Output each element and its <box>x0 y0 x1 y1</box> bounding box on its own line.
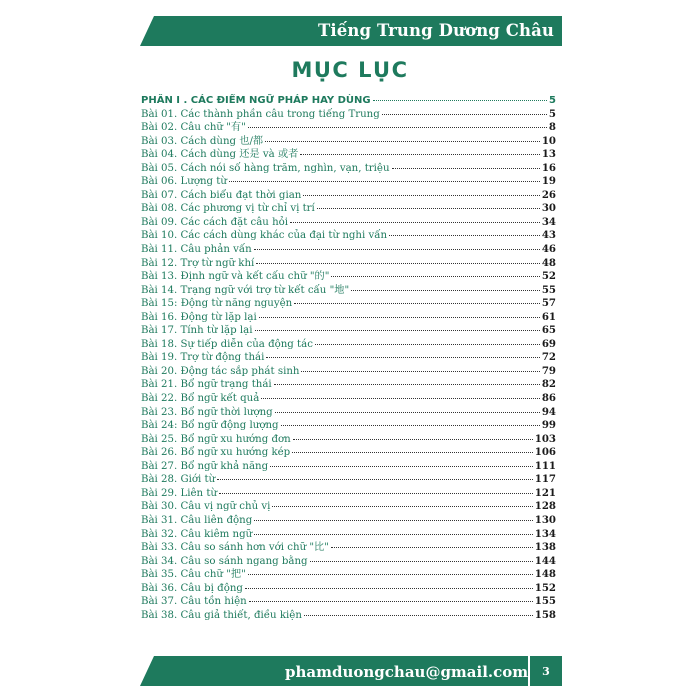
lesson-page-number: 130 <box>534 513 556 526</box>
lesson-page-number: 138 <box>534 541 556 554</box>
lesson-page-number: 148 <box>534 568 556 581</box>
dot-leader <box>217 479 533 480</box>
lesson-page-number: 103 <box>534 432 556 445</box>
lesson-title: Bài 08. Các phương vị từ chỉ vị trí <box>141 203 315 215</box>
lesson-page-number: 55 <box>541 283 556 296</box>
lesson-title: Bài 11. Câu phản vấn <box>141 244 252 256</box>
lesson-page-number: 8 <box>548 121 556 134</box>
toc-entry[interactable] <box>141 419 556 433</box>
toc-entry[interactable] <box>141 406 556 420</box>
lesson-page-number: 52 <box>541 270 556 283</box>
lesson-page-number: 121 <box>534 486 556 499</box>
toc-lesson-list <box>141 108 556 623</box>
dot-leader <box>300 154 539 155</box>
lesson-page-number: 155 <box>534 595 556 608</box>
lesson-title: Bài 12. Trợ từ ngữ khí <box>141 257 255 269</box>
dot-leader <box>290 222 540 223</box>
toc-entry[interactable] <box>141 324 556 338</box>
lesson-title: Bài 06. Lượng từ <box>141 176 227 188</box>
toc-entry[interactable] <box>141 284 556 298</box>
lesson-page-number: 79 <box>541 364 556 377</box>
lesson-page-number: 19 <box>541 175 556 188</box>
lesson-page-number: 43 <box>541 229 556 242</box>
dot-leader <box>281 425 540 426</box>
toc-entry[interactable] <box>141 528 556 542</box>
dot-leader <box>248 574 533 575</box>
toc-entry[interactable] <box>141 582 556 596</box>
lesson-title: Bài 23. Bổ ngữ thời lượng <box>141 406 273 418</box>
lesson-title: Bài 32. Câu kiêm ngữ <box>141 528 253 540</box>
toc-entry[interactable] <box>141 541 556 555</box>
lesson-page-number: 82 <box>541 378 556 391</box>
lesson-title: Bài 15: Động từ năng nguyện <box>141 298 293 310</box>
lesson-page-number: 65 <box>541 324 556 337</box>
lesson-page-number: 57 <box>541 297 556 310</box>
dot-leader <box>254 249 540 250</box>
lesson-title: Bài 37. Câu tồn hiện <box>141 596 247 608</box>
toc-entry[interactable] <box>141 148 556 162</box>
toc-entry[interactable] <box>141 351 556 365</box>
lesson-page-number: 158 <box>534 608 556 621</box>
dot-leader <box>331 276 539 277</box>
lesson-page-number: 117 <box>534 473 556 486</box>
lesson-page-number: 10 <box>541 134 556 147</box>
lesson-page-number: 61 <box>541 310 556 323</box>
dot-leader <box>301 371 539 372</box>
toc-entry[interactable] <box>141 202 556 216</box>
lesson-page-number: 152 <box>534 581 556 594</box>
toc-entry[interactable] <box>141 297 556 311</box>
dot-leader <box>331 547 533 548</box>
toc-entry[interactable] <box>141 568 556 582</box>
toc-entry[interactable] <box>141 473 556 487</box>
lesson-page-number: 99 <box>541 419 556 432</box>
dot-leader <box>254 534 533 535</box>
toc-entry[interactable] <box>141 446 556 460</box>
table-of-contents <box>141 94 556 622</box>
toc-entry[interactable] <box>141 175 556 189</box>
lesson-title: Bài 27. Bổ ngữ khả năng <box>141 460 269 472</box>
lesson-title: Bài 04. Cách dùng 还是 và 或者 <box>141 149 299 161</box>
lesson-page-number: 128 <box>534 500 556 513</box>
lesson-title: Bài 24: Bổ ngữ động lượng <box>141 420 279 432</box>
lesson-page-number: 46 <box>541 243 556 256</box>
lesson-title: Bài 26. Bổ ngữ xu hướng kép <box>141 447 291 459</box>
lesson-title: Bài 31. Câu liên động <box>141 514 253 526</box>
dot-leader <box>275 412 540 413</box>
dot-leader <box>304 615 533 616</box>
dot-leader <box>317 208 540 209</box>
lesson-title: Bài 36. Câu bị động <box>141 582 243 594</box>
part-page-number: 5 <box>549 95 556 106</box>
toc-entry[interactable] <box>141 162 556 176</box>
lesson-title: Bài 13. Định ngữ và kết cấu chữ "的" <box>141 271 330 283</box>
dot-leader <box>392 168 540 169</box>
toc-entry[interactable] <box>141 311 556 325</box>
toc-entry[interactable] <box>141 392 556 406</box>
dot-leader <box>249 601 533 602</box>
lesson-title: Bài 09. Các cách đặt câu hỏi <box>141 216 289 228</box>
toc-entry[interactable] <box>141 487 556 501</box>
dot-leader <box>274 384 540 385</box>
lesson-page-number: 86 <box>541 392 556 405</box>
toc-entry[interactable] <box>141 108 556 122</box>
lesson-title: Bài 19. Trợ từ động thái <box>141 352 265 364</box>
toc-title: MỤC LỤC <box>291 58 409 82</box>
lesson-title: Bài 29. Liên từ <box>141 487 218 499</box>
lesson-title: Bài 07. Cách biểu đạt thời gian <box>141 189 302 201</box>
toc-entry[interactable] <box>141 243 556 257</box>
dot-leader <box>265 141 540 142</box>
footer-email: phamduongchau@gmail.com <box>285 663 529 681</box>
toc-part-heading[interactable] <box>141 94 556 108</box>
dot-leader <box>294 303 540 304</box>
dot-leader <box>254 520 532 521</box>
dot-leader <box>272 506 532 507</box>
lesson-page-number: 34 <box>541 215 556 228</box>
lesson-page-number: 94 <box>541 405 556 418</box>
toc-entry[interactable] <box>141 433 556 447</box>
dot-leader <box>303 195 539 196</box>
lesson-title: Bài 28. Giới từ <box>141 474 216 486</box>
lesson-title: Bài 10. Các cách dùng khác của đại từ nghi vấn <box>141 230 388 242</box>
toc-entry[interactable] <box>141 257 556 271</box>
toc-entry[interactable] <box>141 514 556 528</box>
lesson-page-number: 48 <box>541 256 556 269</box>
header-title: Tiếng Trung Dương Châu <box>318 21 554 40</box>
lesson-page-number: 5 <box>548 107 556 120</box>
lesson-title: Bài 05. Cách nói số hàng trăm, nghìn, vạn, triệu <box>141 162 390 174</box>
lesson-title: Bài 33. Câu so sánh hơn với chữ "比" <box>141 542 329 554</box>
lesson-title: Bài 21. Bổ ngữ trạng thái <box>141 379 272 391</box>
lesson-title: Bài 30. Câu vị ngữ chủ vị <box>141 501 271 513</box>
toc-entry[interactable] <box>141 135 556 149</box>
dot-leader <box>256 263 540 264</box>
lesson-title: Bài 22. Bổ ngữ kết quả <box>141 393 260 405</box>
lesson-page-number: 16 <box>541 161 556 174</box>
lesson-title: Bài 38. Câu giả thiết, điều kiện <box>141 609 302 621</box>
dot-leader <box>245 588 533 589</box>
toc-entry[interactable] <box>141 216 556 230</box>
dot-leader <box>310 561 533 562</box>
toc-entry[interactable] <box>141 229 556 243</box>
dot-leader <box>293 439 533 440</box>
lesson-title: Bài 01. Các thành phần câu trong tiếng Trung <box>141 108 380 120</box>
lesson-title: Bài 16. Động từ lặp lại <box>141 311 257 323</box>
lesson-page-number: 111 <box>534 459 556 472</box>
dot-leader <box>382 114 547 115</box>
lesson-title: Bài 14. Trạng ngữ với trợ từ kết cấu "地" <box>141 284 350 296</box>
toc-entry[interactable] <box>141 555 556 569</box>
toc-entry[interactable] <box>141 270 556 284</box>
lesson-title: Bài 34. Câu so sánh ngang bằng <box>141 555 308 567</box>
dot-leader <box>219 493 533 494</box>
lesson-page-number: 134 <box>534 527 556 540</box>
dot-leader <box>261 398 540 399</box>
lesson-title: Bài 18. Sự tiếp diễn của động tác <box>141 338 313 350</box>
dot-leader <box>259 317 540 318</box>
lesson-page-number: 144 <box>534 554 556 567</box>
toc-entry[interactable] <box>141 378 556 392</box>
toc-entry[interactable] <box>141 460 556 474</box>
lesson-title: Bài 35. Câu chữ "把" <box>141 569 246 581</box>
dot-leader <box>248 127 547 128</box>
part-label: PHẦN I . CÁC ĐIỂM NGỮ PHÁP HAY DÙNG <box>141 95 371 106</box>
dot-leader <box>266 357 539 358</box>
lesson-page-number: 72 <box>541 351 556 364</box>
lesson-title: Bài 20. Động tác sắp phát sinh <box>141 365 300 377</box>
lesson-page-number: 13 <box>541 148 556 161</box>
toc-entry[interactable] <box>141 500 556 514</box>
lesson-page-number: 69 <box>541 337 556 350</box>
lesson-page-number: 30 <box>541 202 556 215</box>
page-number: 3 <box>542 665 550 678</box>
dot-leader <box>270 466 533 467</box>
dot-leader <box>373 100 547 101</box>
lesson-title: Bài 02. Câu chữ "有" <box>141 122 246 134</box>
toc-entry[interactable] <box>141 121 556 135</box>
lesson-page-number: 106 <box>534 446 556 459</box>
dot-leader <box>255 330 540 331</box>
lesson-page-number: 26 <box>541 188 556 201</box>
toc-entry[interactable] <box>141 365 556 379</box>
lesson-title: Bài 25. Bổ ngữ xu hướng đơn <box>141 433 291 445</box>
lesson-title: Bài 17. Tính từ lặp lại <box>141 325 253 337</box>
dot-leader <box>229 181 540 182</box>
toc-entry[interactable] <box>141 189 556 203</box>
dot-leader <box>315 344 540 345</box>
lesson-title: Bài 03. Cách dùng 也/都 <box>141 135 264 147</box>
dot-leader <box>292 452 533 453</box>
dot-leader <box>389 235 540 236</box>
toc-entry[interactable] <box>141 338 556 352</box>
toc-entry[interactable] <box>141 609 556 623</box>
toc-entry[interactable] <box>141 595 556 609</box>
dot-leader <box>351 290 540 291</box>
